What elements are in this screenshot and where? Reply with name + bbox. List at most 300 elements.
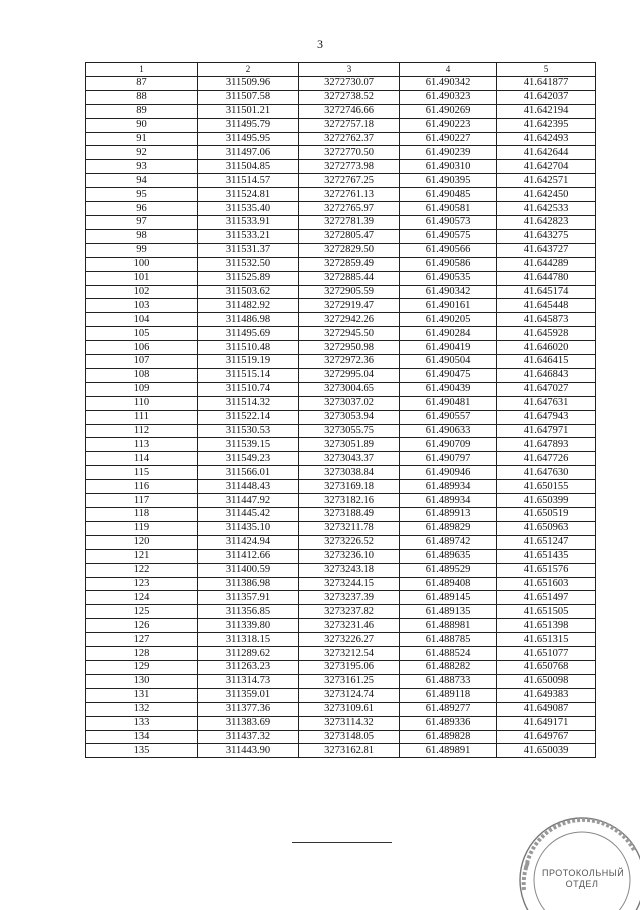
table-cell: 3272765.97 — [299, 202, 400, 216]
table-cell: 3272942.26 — [299, 313, 400, 327]
table-cell: 3273236.10 — [299, 549, 400, 563]
table-cell: 3272757.18 — [299, 118, 400, 132]
table-row — [86, 605, 596, 619]
table-cell: 41.642644 — [497, 146, 596, 160]
table-cell: 121 — [86, 549, 198, 563]
table-cell: 41.647971 — [497, 424, 596, 438]
table-cell: 3272767.25 — [299, 174, 400, 188]
column-header: 1 — [86, 63, 198, 77]
table-cell: 61.490575 — [400, 229, 497, 243]
table-cell: 61.489635 — [400, 549, 497, 563]
table-cell: 311443.90 — [198, 744, 299, 758]
table-cell: 311533.91 — [198, 215, 299, 229]
table-cell: 41.651497 — [497, 591, 596, 605]
table-cell: 41.642704 — [497, 160, 596, 174]
table-cell: 311566.01 — [198, 466, 299, 480]
table-row — [86, 90, 596, 104]
table-cell: 61.489277 — [400, 702, 497, 716]
table-cell: 96 — [86, 202, 198, 216]
table-cell: 61.490504 — [400, 355, 497, 369]
table-cell: 61.489135 — [400, 605, 497, 619]
table-cell: 90 — [86, 118, 198, 132]
table-cell: 61.489336 — [400, 716, 497, 730]
table-cell: 41.645448 — [497, 299, 596, 313]
table-cell: 311510.74 — [198, 382, 299, 396]
table-cell: 41.642823 — [497, 215, 596, 229]
table-cell: 115 — [86, 466, 198, 480]
table-row — [86, 118, 596, 132]
table-row — [86, 438, 596, 452]
table-cell: 3273237.82 — [299, 605, 400, 619]
table-cell: 91 — [86, 132, 198, 146]
table-cell: 3273212.54 — [299, 647, 400, 661]
table-cell: 311424.94 — [198, 535, 299, 549]
table-row — [86, 480, 596, 494]
table-row — [86, 674, 596, 688]
table-cell: 61.490205 — [400, 313, 497, 327]
table-cell: 120 — [86, 535, 198, 549]
table-cell: 113 — [86, 438, 198, 452]
table-cell: 311412.66 — [198, 549, 299, 563]
table-cell: 311510.48 — [198, 341, 299, 355]
table-row — [86, 132, 596, 146]
table-cell: 311504.85 — [198, 160, 299, 174]
table-cell: 123 — [86, 577, 198, 591]
table-cell: 311535.40 — [198, 202, 299, 216]
table-row — [86, 716, 596, 730]
table-row — [86, 174, 596, 188]
table-cell: 3273109.61 — [299, 702, 400, 716]
table-row — [86, 521, 596, 535]
table-row — [86, 647, 596, 661]
table-row — [86, 688, 596, 702]
table-row — [86, 202, 596, 216]
table-cell: 311524.81 — [198, 188, 299, 202]
table-cell: 311377.36 — [198, 702, 299, 716]
table-cell: 105 — [86, 327, 198, 341]
table-cell: 311447.92 — [198, 494, 299, 508]
table-cell: 311356.85 — [198, 605, 299, 619]
table-cell: 41.649383 — [497, 688, 596, 702]
table-cell: 128 — [86, 647, 198, 661]
table-cell: 124 — [86, 591, 198, 605]
seal-stamp-line: ОТДЕЛ — [565, 879, 599, 889]
table-cell: 61.490223 — [400, 118, 497, 132]
table-row — [86, 146, 596, 160]
table-cell: 311318.15 — [198, 633, 299, 647]
table-cell: 61.489118 — [400, 688, 497, 702]
table-row — [86, 313, 596, 327]
table-cell: 61.490586 — [400, 257, 497, 271]
table-cell: 87 — [86, 76, 198, 90]
table-cell: 311514.57 — [198, 174, 299, 188]
table-row — [86, 466, 596, 480]
table-cell: 41.649171 — [497, 716, 596, 730]
table-row — [86, 382, 596, 396]
table-cell: 61.490481 — [400, 396, 497, 410]
table-cell: 41.650155 — [497, 480, 596, 494]
table-cell: 3272945.50 — [299, 327, 400, 341]
table-cell: 311501.21 — [198, 104, 299, 118]
table-cell: 3272905.59 — [299, 285, 400, 299]
table-cell: 41.646415 — [497, 355, 596, 369]
table-cell: 311525.89 — [198, 271, 299, 285]
table-cell: 61.490581 — [400, 202, 497, 216]
table-cell: 311532.50 — [198, 257, 299, 271]
table-cell: 3273043.37 — [299, 452, 400, 466]
table-row — [86, 424, 596, 438]
table-cell: 3272859.49 — [299, 257, 400, 271]
table-row — [86, 633, 596, 647]
table-row — [86, 396, 596, 410]
table-cell: 3273051.89 — [299, 438, 400, 452]
table-row — [86, 160, 596, 174]
table-cell: 61.489913 — [400, 508, 497, 522]
table-cell: 311482.92 — [198, 299, 299, 313]
table-row — [86, 327, 596, 341]
table-cell: 89 — [86, 104, 198, 118]
table-cell: 3272919.47 — [299, 299, 400, 313]
table-cell: 311448.43 — [198, 480, 299, 494]
table-cell: 311515.14 — [198, 368, 299, 382]
table-cell: 41.650963 — [497, 521, 596, 535]
seal-stamp — [512, 810, 640, 910]
table-cell: 94 — [86, 174, 198, 188]
table-cell: 125 — [86, 605, 198, 619]
table-cell: 41.651576 — [497, 563, 596, 577]
table-cell: 41.647630 — [497, 466, 596, 480]
table-cell: 119 — [86, 521, 198, 535]
table-cell: 41.644780 — [497, 271, 596, 285]
table-row — [86, 257, 596, 271]
table-cell: 61.489408 — [400, 577, 497, 591]
seal-stamp-line: ПРОТОКОЛЬНЫЙ — [542, 868, 625, 878]
table-row — [86, 355, 596, 369]
table-body — [86, 76, 596, 757]
table-cell: 109 — [86, 382, 198, 396]
table-cell: 3273053.94 — [299, 410, 400, 424]
table-row — [86, 188, 596, 202]
seal-stamp-text — [542, 868, 625, 890]
coordinates-table — [85, 62, 596, 758]
table-cell: 3272781.39 — [299, 215, 400, 229]
table-cell: 41.651505 — [497, 605, 596, 619]
table-cell: 61.490419 — [400, 341, 497, 355]
table-cell: 3272950.98 — [299, 341, 400, 355]
table-cell: 41.642194 — [497, 104, 596, 118]
table-cell: 3272746.66 — [299, 104, 400, 118]
table-cell: 61.488981 — [400, 619, 497, 633]
table-cell: 3272762.37 — [299, 132, 400, 146]
table-cell: 311357.91 — [198, 591, 299, 605]
table-cell: 311539.15 — [198, 438, 299, 452]
table-cell: 311400.59 — [198, 563, 299, 577]
table-cell: 116 — [86, 480, 198, 494]
table-cell: 61.490323 — [400, 90, 497, 104]
table-cell: 41.647631 — [497, 396, 596, 410]
table-cell: 61.489742 — [400, 535, 497, 549]
table-cell: 61.490342 — [400, 76, 497, 90]
table-cell: 61.490161 — [400, 299, 497, 313]
table-cell: 3272770.50 — [299, 146, 400, 160]
table-row — [86, 702, 596, 716]
divider-line — [292, 842, 392, 843]
table-cell: 311486.98 — [198, 313, 299, 327]
table-cell: 3272773.98 — [299, 160, 400, 174]
table-cell: 41.644289 — [497, 257, 596, 271]
table-cell: 61.490485 — [400, 188, 497, 202]
table-cell: 61.488785 — [400, 633, 497, 647]
table-cell: 41.642395 — [497, 118, 596, 132]
table-row — [86, 730, 596, 744]
table-cell: 41.651077 — [497, 647, 596, 661]
table-cell: 3273231.46 — [299, 619, 400, 633]
table-cell: 41.649767 — [497, 730, 596, 744]
table-cell: 114 — [86, 452, 198, 466]
table-cell: 41.650399 — [497, 494, 596, 508]
table-cell: 311383.69 — [198, 716, 299, 730]
table-row — [86, 563, 596, 577]
table-cell: 41.642571 — [497, 174, 596, 188]
table-row — [86, 452, 596, 466]
table-cell: 103 — [86, 299, 198, 313]
table-cell: 311437.32 — [198, 730, 299, 744]
table-row — [86, 410, 596, 424]
table-cell: 134 — [86, 730, 198, 744]
table-cell: 41.643727 — [497, 243, 596, 257]
table-cell: 41.642493 — [497, 132, 596, 146]
table-cell: 61.490566 — [400, 243, 497, 257]
table-cell: 41.646020 — [497, 341, 596, 355]
table-cell: 41.649087 — [497, 702, 596, 716]
table-cell: 311495.79 — [198, 118, 299, 132]
table-cell: 311549.23 — [198, 452, 299, 466]
table-cell: 41.650098 — [497, 674, 596, 688]
table-cell: 3272738.52 — [299, 90, 400, 104]
table-cell: 41.645873 — [497, 313, 596, 327]
table-cell: 311386.98 — [198, 577, 299, 591]
table-cell: 3272885.44 — [299, 271, 400, 285]
table-cell: 41.650768 — [497, 660, 596, 674]
table-cell: 61.490395 — [400, 174, 497, 188]
table-row — [86, 368, 596, 382]
table-cell: 133 — [86, 716, 198, 730]
table-row — [86, 619, 596, 633]
table-cell: 41.651315 — [497, 633, 596, 647]
table-cell: 61.490573 — [400, 215, 497, 229]
table-cell: 311435.10 — [198, 521, 299, 535]
table-cell: 311495.69 — [198, 327, 299, 341]
table-row — [86, 549, 596, 563]
table-cell: 41.643275 — [497, 229, 596, 243]
table-cell: 61.489934 — [400, 480, 497, 494]
table-cell: 41.641877 — [497, 76, 596, 90]
table-cell: 110 — [86, 396, 198, 410]
table-cell: 61.490342 — [400, 285, 497, 299]
table-cell: 311495.95 — [198, 132, 299, 146]
table-cell: 311531.37 — [198, 243, 299, 257]
table-cell: 92 — [86, 146, 198, 160]
table-cell: 41.642450 — [497, 188, 596, 202]
table-row — [86, 744, 596, 758]
table-cell: 41.647027 — [497, 382, 596, 396]
table-cell: 311522.14 — [198, 410, 299, 424]
table-cell: 311509.96 — [198, 76, 299, 90]
table-cell: 3273237.39 — [299, 591, 400, 605]
table-cell: 41.647893 — [497, 438, 596, 452]
table-cell: 3272972.36 — [299, 355, 400, 369]
table-cell: 61.488524 — [400, 647, 497, 661]
table-cell: 311497.06 — [198, 146, 299, 160]
table-cell: 3272995.04 — [299, 368, 400, 382]
table-cell: 117 — [86, 494, 198, 508]
table-cell: 108 — [86, 368, 198, 382]
table-row — [86, 341, 596, 355]
table-cell: 3273244.15 — [299, 577, 400, 591]
table-cell: 311445.42 — [198, 508, 299, 522]
table-cell: 3273188.49 — [299, 508, 400, 522]
table-cell: 41.651398 — [497, 619, 596, 633]
table-cell: 41.651435 — [497, 549, 596, 563]
table-cell: 61.490310 — [400, 160, 497, 174]
table-row — [86, 535, 596, 549]
table-cell: 93 — [86, 160, 198, 174]
table-cell: 41.642533 — [497, 202, 596, 216]
table-cell: 3273148.05 — [299, 730, 400, 744]
table-cell: 107 — [86, 355, 198, 369]
table-cell: 311289.62 — [198, 647, 299, 661]
table-cell: 3273162.81 — [299, 744, 400, 758]
table-cell: 3273169.18 — [299, 480, 400, 494]
table-cell: 88 — [86, 90, 198, 104]
table-cell: 61.490227 — [400, 132, 497, 146]
table-cell: 126 — [86, 619, 198, 633]
table-row — [86, 104, 596, 118]
table-row — [86, 494, 596, 508]
table-cell: 41.645174 — [497, 285, 596, 299]
table-cell: 135 — [86, 744, 198, 758]
table-cell: 61.490535 — [400, 271, 497, 285]
table-cell: 3273055.75 — [299, 424, 400, 438]
table-cell: 3273195.06 — [299, 660, 400, 674]
table-cell: 3273182.16 — [299, 494, 400, 508]
table-cell: 61.490946 — [400, 466, 497, 480]
table-cell: 3273124.74 — [299, 688, 400, 702]
table-cell: 61.488282 — [400, 660, 497, 674]
page-number: 3 — [317, 37, 323, 51]
table-row — [86, 229, 596, 243]
table-row — [86, 577, 596, 591]
table-cell: 3273243.18 — [299, 563, 400, 577]
table-cell: 311263.23 — [198, 660, 299, 674]
table-cell: 41.647943 — [497, 410, 596, 424]
table-cell: 61.490709 — [400, 438, 497, 452]
table-cell: 3273226.52 — [299, 535, 400, 549]
table-cell: 61.490475 — [400, 368, 497, 382]
column-header: 5 — [497, 63, 596, 77]
table-cell: 97 — [86, 215, 198, 229]
table-row — [86, 76, 596, 90]
table-cell: 61.490633 — [400, 424, 497, 438]
table-cell: 61.488733 — [400, 674, 497, 688]
table-cell: 101 — [86, 271, 198, 285]
table-cell: 41.651247 — [497, 535, 596, 549]
table-cell: 3272805.47 — [299, 229, 400, 243]
table-row — [86, 660, 596, 674]
table-cell: 99 — [86, 243, 198, 257]
table-cell: 104 — [86, 313, 198, 327]
table-row — [86, 285, 596, 299]
table-cell: 311359.01 — [198, 688, 299, 702]
table-row — [86, 215, 596, 229]
table-cell: 61.490557 — [400, 410, 497, 424]
table-cell: 95 — [86, 188, 198, 202]
table-cell: 131 — [86, 688, 198, 702]
table-cell: 41.650519 — [497, 508, 596, 522]
table-cell: 132 — [86, 702, 198, 716]
table-cell: 41.651603 — [497, 577, 596, 591]
column-header: 2 — [198, 63, 299, 77]
table-row — [86, 299, 596, 313]
table-cell: 61.490439 — [400, 382, 497, 396]
table-cell: 61.490269 — [400, 104, 497, 118]
table-cell: 118 — [86, 508, 198, 522]
table-cell: 61.489829 — [400, 521, 497, 535]
table-cell: 3272829.50 — [299, 243, 400, 257]
table-cell: 41.650039 — [497, 744, 596, 758]
table-cell: 106 — [86, 341, 198, 355]
table-cell: 41.646843 — [497, 368, 596, 382]
table-cell: 311503.62 — [198, 285, 299, 299]
table-cell: 311533.21 — [198, 229, 299, 243]
table-cell: 3273226.27 — [299, 633, 400, 647]
table-cell: 61.489828 — [400, 730, 497, 744]
table-cell: 61.490284 — [400, 327, 497, 341]
table-cell: 112 — [86, 424, 198, 438]
table-cell: 311339.80 — [198, 619, 299, 633]
table-cell: 311507.58 — [198, 90, 299, 104]
table-cell: 3273161.25 — [299, 674, 400, 688]
table-cell: 3273114.32 — [299, 716, 400, 730]
table-cell: 3272761.13 — [299, 188, 400, 202]
column-header: 3 — [299, 63, 400, 77]
table-cell: 98 — [86, 229, 198, 243]
table-cell: 61.489891 — [400, 744, 497, 758]
table-cell: 100 — [86, 257, 198, 271]
table-cell: 3272730.07 — [299, 76, 400, 90]
table-cell: 3273004.65 — [299, 382, 400, 396]
table-header-row — [86, 63, 596, 77]
table-row — [86, 508, 596, 522]
table-cell: 122 — [86, 563, 198, 577]
table-cell: 3273037.02 — [299, 396, 400, 410]
table-cell: 3273211.78 — [299, 521, 400, 535]
table-cell: 61.489934 — [400, 494, 497, 508]
table-cell: 61.489529 — [400, 563, 497, 577]
table-cell: 127 — [86, 633, 198, 647]
table-cell: 3273038.84 — [299, 466, 400, 480]
table-cell: 61.489145 — [400, 591, 497, 605]
table-cell: 61.490797 — [400, 452, 497, 466]
table-cell: 41.642037 — [497, 90, 596, 104]
table-cell: 61.490239 — [400, 146, 497, 160]
column-header: 4 — [400, 63, 497, 77]
table-cell: 41.645928 — [497, 327, 596, 341]
table-cell: 102 — [86, 285, 198, 299]
table-cell: 311514.32 — [198, 396, 299, 410]
table-row — [86, 271, 596, 285]
table-cell: 311530.53 — [198, 424, 299, 438]
